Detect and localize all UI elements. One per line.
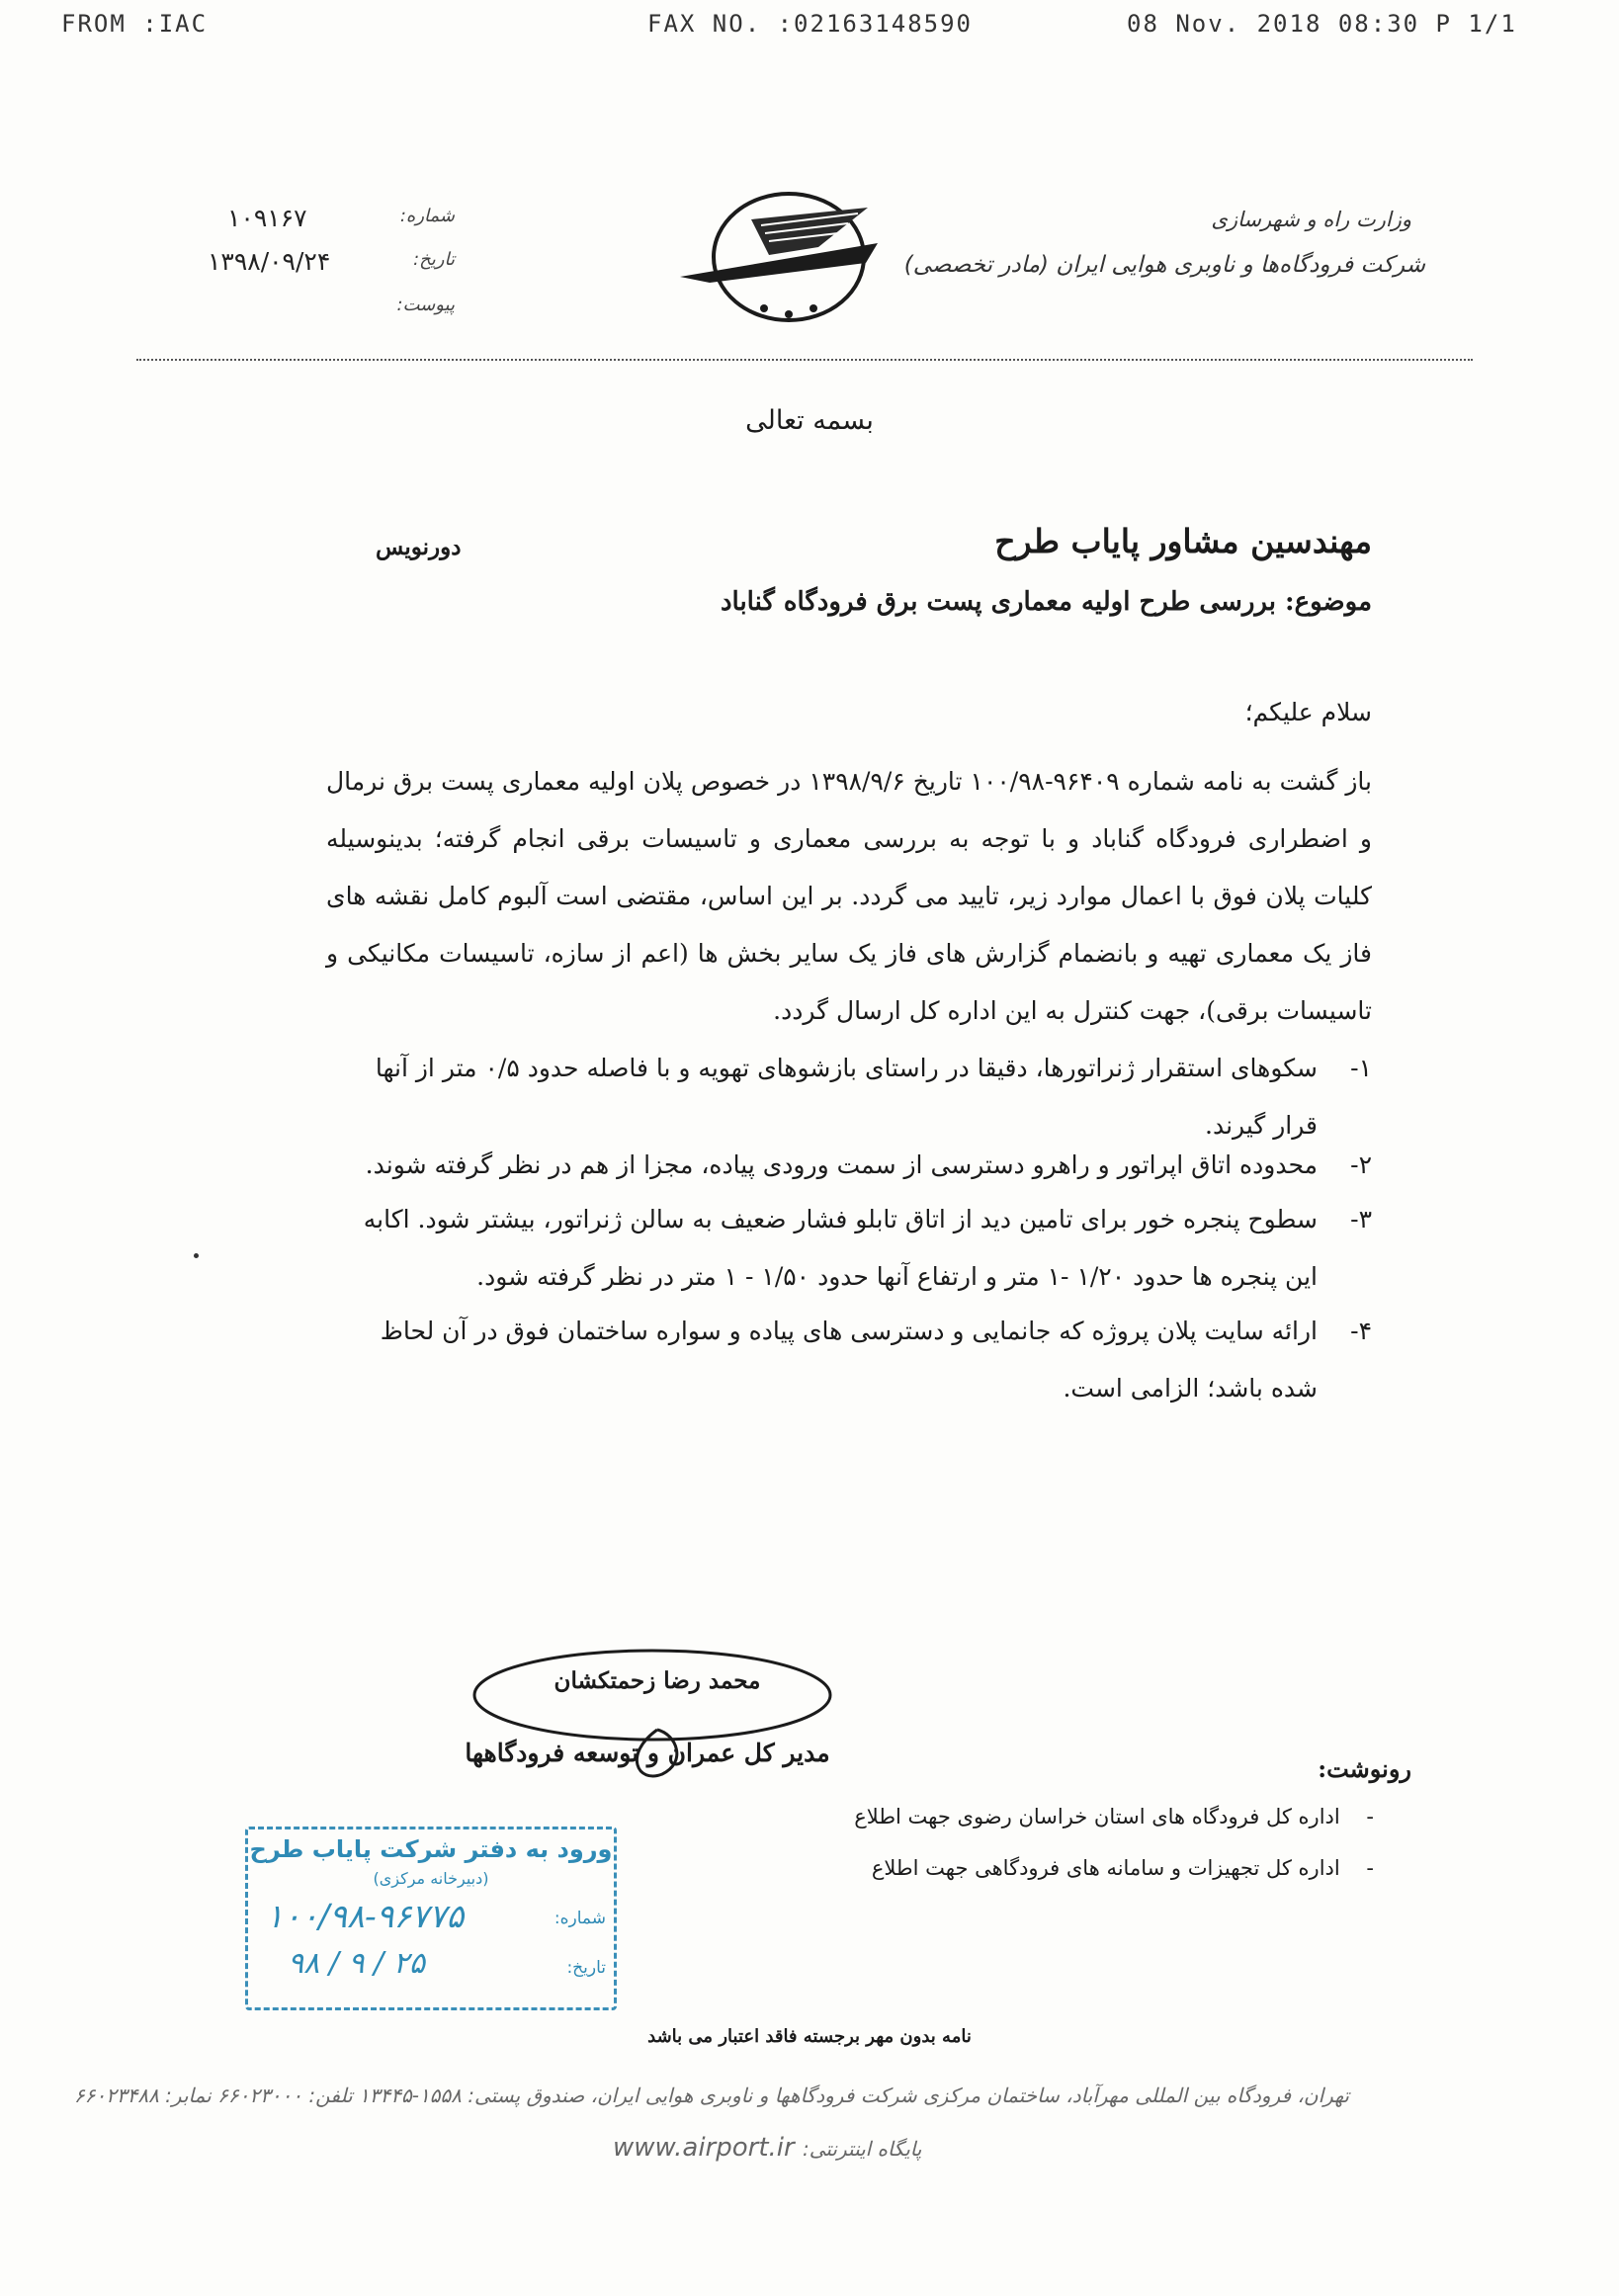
list-item-text: سکوهای استقرار ژنراتورها، دقیقا در راستای بازشوهای تهویه و با فاصله حدود ۰/۵ متر از آنها قرار گیرند. xyxy=(375,1054,1318,1140)
footer-website xyxy=(613,2133,921,2163)
cc-item xyxy=(872,1856,1374,1880)
signature-block xyxy=(465,1636,850,1784)
list-item xyxy=(326,1191,1372,1306)
stamp-number: ۱۰۰/۹۸-۹۶۷۷۵ xyxy=(266,1897,465,1935)
stamp-title: ورود به دفتر شرکت پایاب طرح xyxy=(249,1835,613,1863)
letter-number-label: شماره: xyxy=(399,206,455,226)
website-url[interactable]: www.airport.ir xyxy=(613,2133,795,2163)
list-item-text: سطوح پنجره خور برای تامین دید از اتاق تابلو فشار ضعیف به سالن ژنراتور، بیشتر شود. اکابه این پنجره ها حدود ۱/۲۰ -۱ متر و ارتفاع آنها حدود ۱/۵۰ - ۱ متر در نظر گرفته شود. xyxy=(363,1205,1318,1291)
website-label: پایگاه اینترنتی: xyxy=(802,2137,922,2161)
greeting: سلام علیکم؛ xyxy=(1244,698,1372,726)
list-item-number: ۳- xyxy=(1350,1205,1372,1233)
recipient: مهندسین مشاور پایاب طرح xyxy=(994,522,1372,560)
scan-speck xyxy=(194,1253,199,1258)
received-stamp xyxy=(245,1827,617,2010)
stamp-date-label: تاریخ: xyxy=(566,1958,606,1978)
cc-item-dash: - xyxy=(1339,1856,1374,1880)
fax-from: FROM :IAC xyxy=(61,10,209,38)
signatory-name: محمد رضا زحمتکشان xyxy=(554,1667,761,1694)
validity-note: نامه بدون مهر برجسته فاقد اعتبار می باشد xyxy=(647,2026,972,2047)
list-item-number: ۱- xyxy=(1350,1054,1372,1082)
body-paragraph: باز گشت به نامه شماره ۹۶۴۰۹-۱۰۰/۹۸ تاریخ ۱۳۹۸/۹/۶ در خصوص پلان اولیه معماری پست برق نرمال و اضطراری فرودگاه گناباد و با توجه به بررسی معماری و تاسیسات برقی انجام گرفته؛ بدینوسیله کلیات پلان فوق با اعمال موارد زیر، تایید می گردد. بر این اساس، مقتضی است آلبوم کامل نقشه های فاز یک معماری تهیه و بانضمام گزارش های فاز یک سایر بخش ها (اعم از سازه، تاسیسات مکانیکی و تاسیسات برقی)، جهت کنترل به این اداره کل ارسال گردد. xyxy=(326,767,1372,1025)
fax-datetime: 08 Nov. 2018 08:30 P 1/1 xyxy=(1127,10,1517,38)
list-item-number: ۲- xyxy=(1350,1150,1372,1179)
footer-address: تهران، فرودگاه بین المللی مهرآباد، ساختمان مرکزی شرکت فرودگاهها و ناوبری هوایی ایران، صندوق پستی: ۱۵۵۸-۱۳۴۴۵ تلفن: ۶۶۰۲۳۰۰۰ نمابر: ۶۶۰۲۳۴۸۸ xyxy=(73,2083,1349,2107)
cc-label: رونوشت: xyxy=(1318,1754,1411,1783)
cc-item-text: اداره کل فرودگاه های استان خراسان رضوی جهت اطلاع xyxy=(854,1805,1340,1828)
header-divider xyxy=(136,359,1473,361)
cc-item-text: اداره کل تجهیزات و سامانه های فرودگاهی جهت اطلاع xyxy=(871,1856,1340,1880)
cc-item-dash: - xyxy=(1339,1805,1374,1828)
company-name: شرکت فرودگاه‌ها و ناوبری هوایی ایران (مادر تخصصی) xyxy=(903,252,1425,278)
list-item-text: محدوده اتاق اپراتور و راهرو دسترسی از سمت ورودی پیاده، مجزا از هم در نظر گرفته شوند. xyxy=(365,1150,1318,1179)
logo-emblem-icon xyxy=(670,186,897,324)
copy-type: دورنویس xyxy=(376,534,462,560)
letter-date-label: تاریخ: xyxy=(413,249,455,270)
stamp-date: ۹۸ / ۹ / ۲۵ xyxy=(288,1946,425,1981)
letter-reference-block xyxy=(198,198,455,336)
ministry-name: وزارت راه و شهرسازی xyxy=(1211,208,1411,231)
list-item xyxy=(326,1303,1372,1417)
stamp-subtitle: (دبیرخانه مرکزی) xyxy=(373,1869,489,1888)
stamp-number-label: شماره: xyxy=(554,1909,606,1928)
cc-item xyxy=(854,1805,1374,1828)
letter-attachment-label: پیوست: xyxy=(396,295,455,315)
fax-number: FAX NO. :02163148590 xyxy=(647,10,973,38)
signatory-title: مدیر کل عمران و توسعه فرودگاهها xyxy=(465,1739,830,1767)
letter-date: ۱۳۹۸/۰۹/۲۴ xyxy=(208,247,331,276)
subject: موضوع: بررسی طرح اولیه معماری پست برق فرودگاه گناباد xyxy=(720,587,1372,617)
list-item-number: ۴- xyxy=(1350,1317,1372,1345)
airport-company-logo xyxy=(670,186,897,324)
letter-number: ۱۰۹۱۶۷ xyxy=(227,204,307,232)
list-item-text: ارائه سایت پلان پروژه که جانمایی و دسترسی های پیاده و سواره ساختمان فوق در آن لحاظ شده باشد؛ الزامی است. xyxy=(380,1317,1318,1403)
list-item xyxy=(326,1137,1372,1194)
basmala: بسمه تعالی xyxy=(745,405,874,436)
